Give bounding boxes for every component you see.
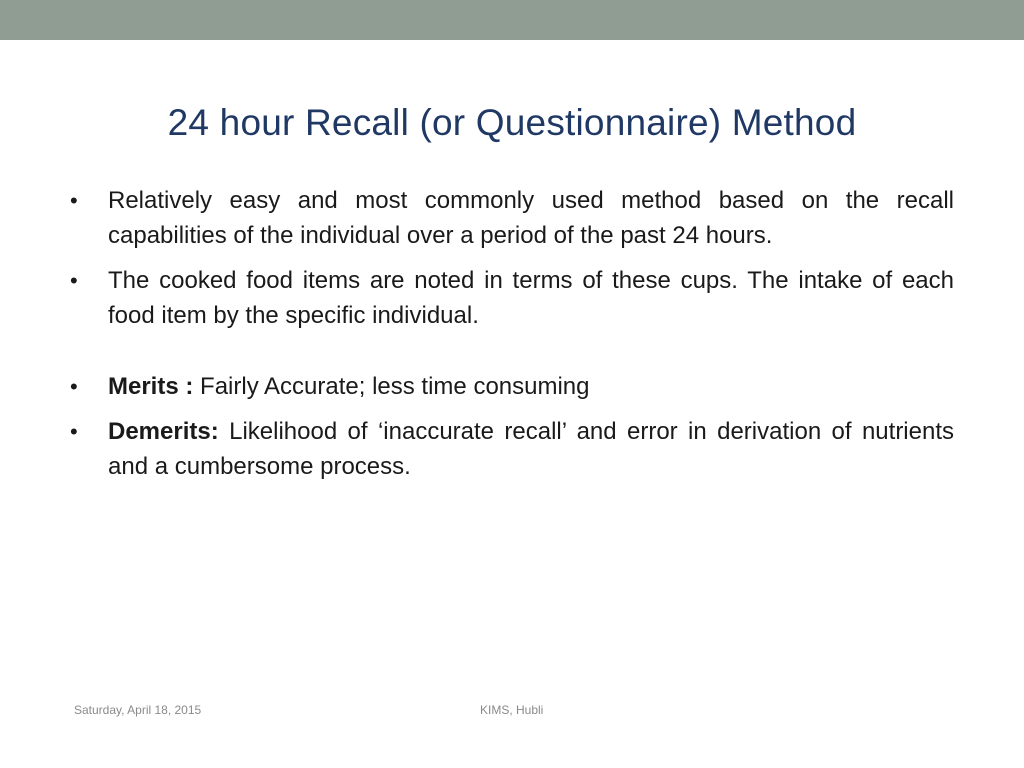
bullet-item-2: [70, 263, 954, 333]
bullet-icon: •: [70, 419, 78, 444]
bullet-item-demerits: [70, 414, 954, 484]
footer-organization: KIMS, Hubli: [480, 703, 544, 717]
slide-title: 24 hour Recall (or Questionnaire) Method: [167, 102, 857, 143]
bullet-label: Merits :: [108, 373, 194, 400]
footer-date: Saturday, April 18, 2015: [74, 703, 202, 717]
bullet-text: The cooked food items are noted in terms of these cups. The intake of each food item by the specific individual.: [108, 267, 954, 329]
bullet-text: Fairly Accurate; less time consuming: [193, 373, 590, 400]
bullet-icon: •: [70, 268, 78, 293]
bullet-item-merits: [70, 369, 954, 404]
bullet-text: Likelihood of ‘inaccurate recall’ and error in derivation of nutrients and a cumbersome process.: [108, 418, 954, 480]
bullet-icon: •: [70, 374, 78, 399]
bullet-text: Relatively easy and most commonly used method based on the recall capabilities of the individual over a period of the past 24 hours.: [108, 187, 954, 249]
bullet-list: [70, 183, 954, 484]
bullet-icon: •: [70, 188, 78, 213]
top-band: [0, 0, 1024, 40]
bullet-label: Demerits:: [108, 418, 219, 445]
bullet-item-1: [70, 183, 954, 253]
